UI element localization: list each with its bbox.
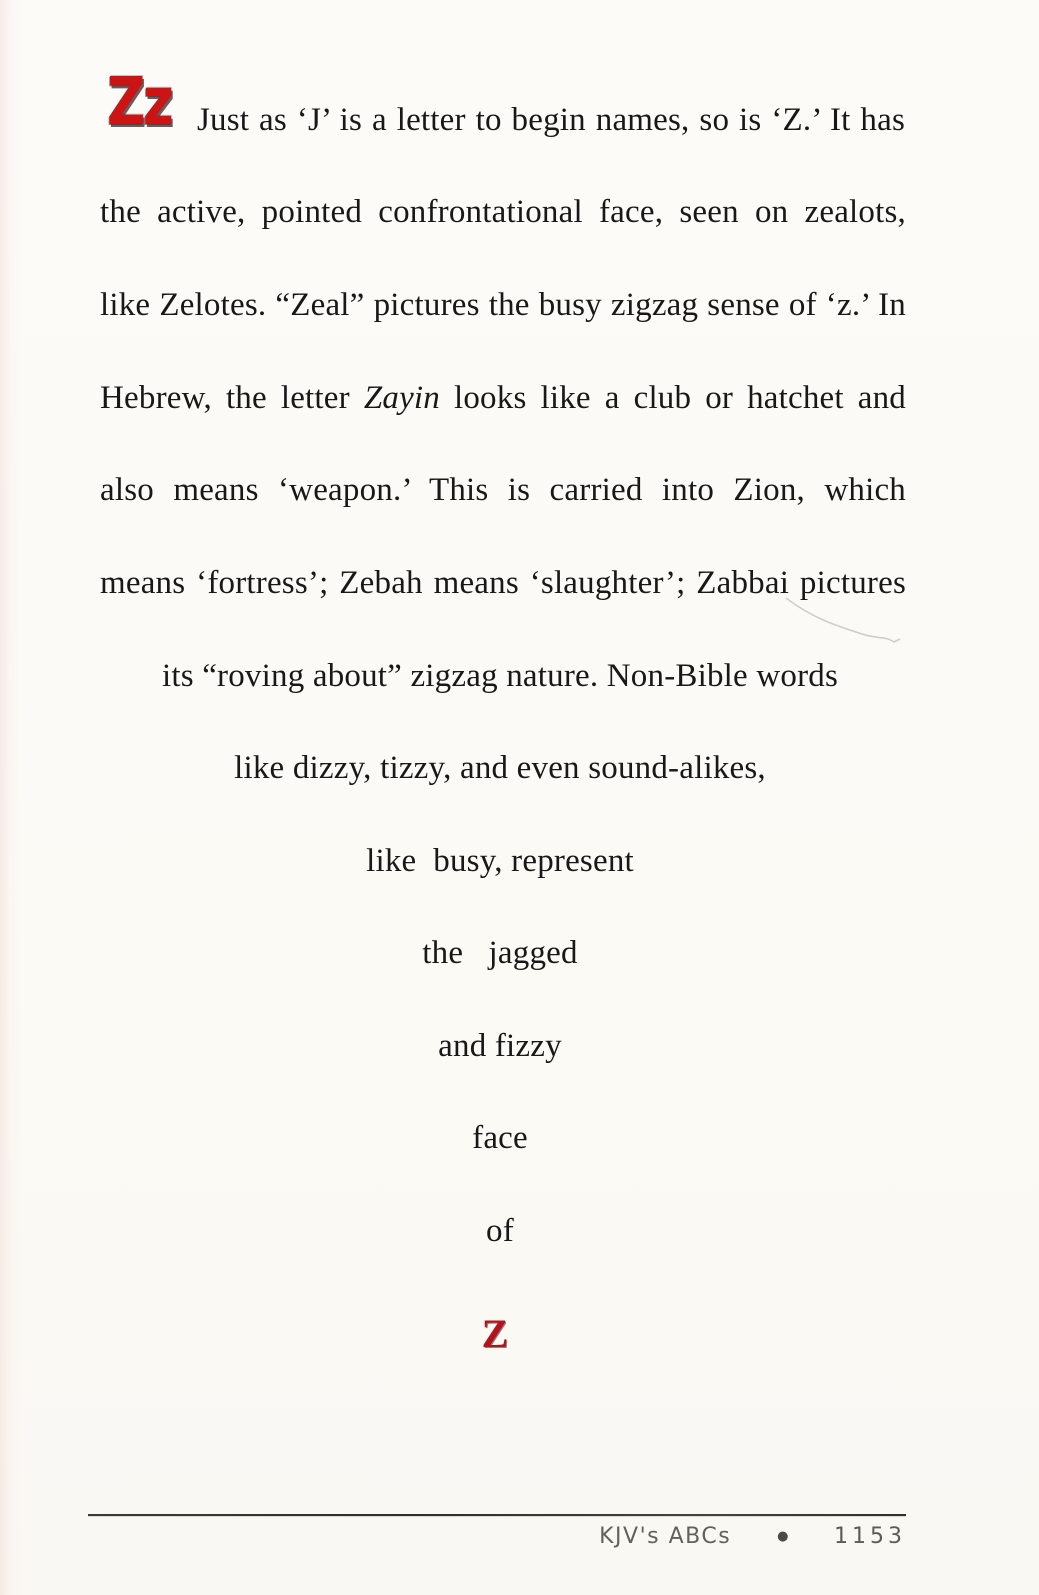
bullet-icon: ●: [777, 1529, 790, 1544]
footer-page-number: 1153: [834, 1524, 906, 1549]
text-line: face: [472, 1120, 528, 1156]
text-line: also means ‘weapon.’ This is carried into Zion, which: [100, 472, 906, 508]
final-letter-Z: Z: [481, 1311, 509, 1356]
footer-book-title: KJV's ABCs: [599, 1524, 732, 1549]
text-line: the active, pointed confrontational face, seen on zealots,: [100, 194, 906, 230]
text-line: of: [486, 1213, 514, 1249]
text-line: like busy, represent: [366, 843, 634, 879]
text-line: like Zelotes. “Zeal” pictures the busy zigzag sense of ‘z.’ In: [100, 287, 906, 323]
text-line: the jagged: [422, 935, 578, 971]
text-line: [100, 377, 906, 419]
text-line: like dizzy, tizzy, and even sound-alikes,: [234, 750, 766, 786]
text-line: Just as ‘J’ is a letter to begin names, so is ‘Z.’ It has: [197, 102, 905, 138]
text-line: means ‘fortress’; Zebah means ‘slaughter’; Zabbai pictures: [100, 565, 906, 601]
text-line: its “roving about” zigzag nature. Non-Bible words: [161, 658, 839, 694]
footer-rule: [88, 1514, 906, 1516]
line-text: Hebrew, the letter: [100, 380, 364, 416]
footer: [599, 1524, 906, 1550]
line-text: looks like a club or hatchet and: [440, 380, 906, 416]
dropcap-letter-Zz: Zz: [107, 63, 172, 140]
hebrew-letter-name: Zayin: [363, 380, 440, 416]
text-line: and fizzy: [438, 1028, 562, 1064]
